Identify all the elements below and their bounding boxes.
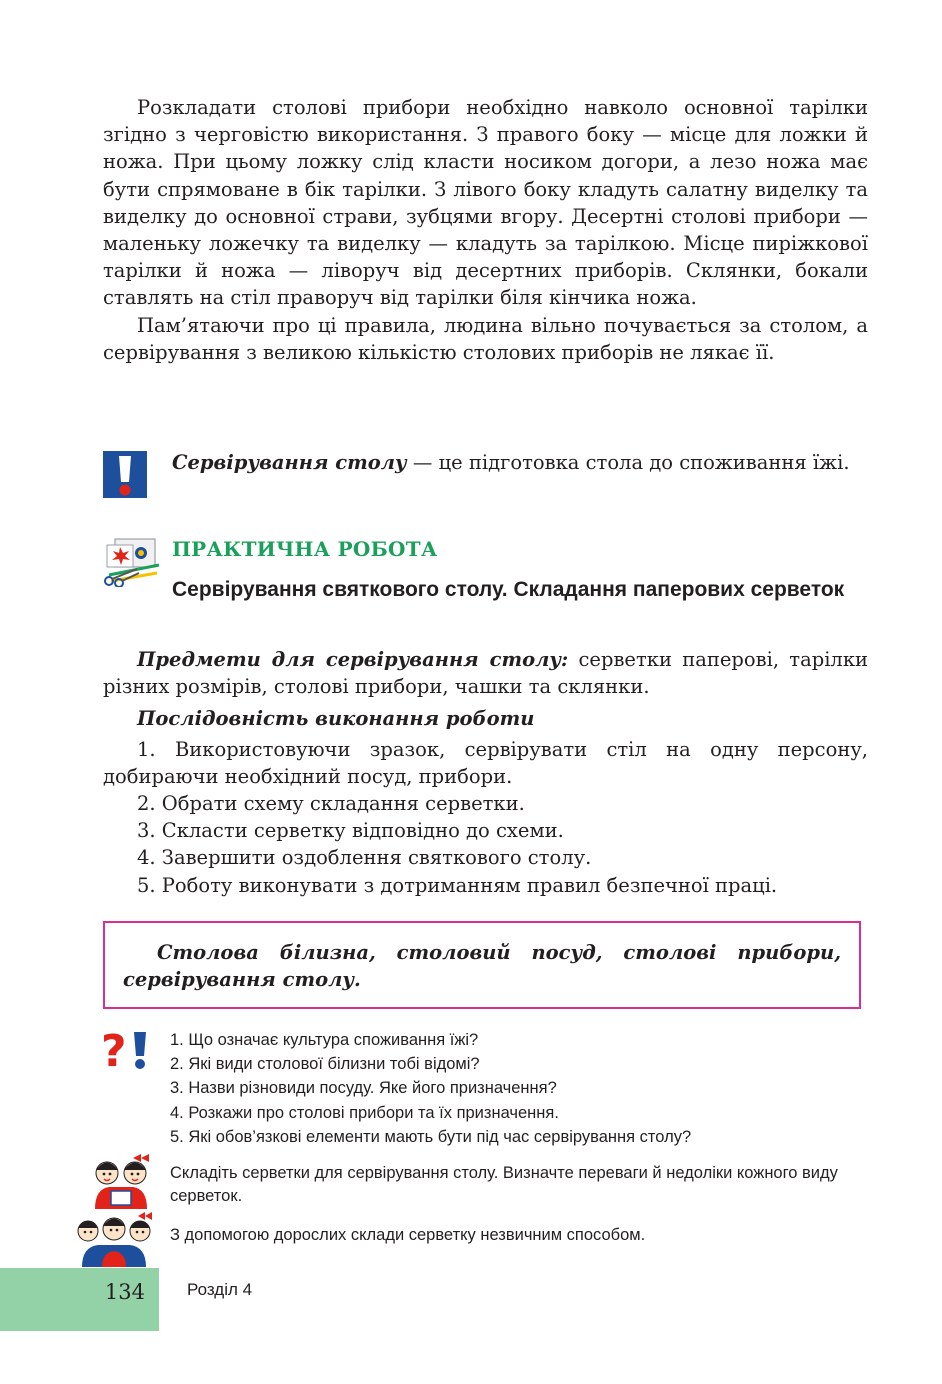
question-exclamation-icon — [101, 1028, 149, 1072]
question-3: 3. Назви різновиди посуду. Яке його призначення? — [170, 1079, 557, 1098]
question-2: 2. Які види столової білизни тобі відомі? — [170, 1055, 480, 1074]
definition-term: Сервірування столу — [172, 451, 407, 474]
key-terms: Столова білизна, столовий посуд, столові прибори, сервірування столу. — [123, 941, 841, 992]
page-number: 134 — [104, 1280, 145, 1304]
practical-work-subtitle: Сервірування святкового столу. Складання паперових серветок — [172, 578, 845, 601]
family-task: З допомогою дорослих склади серветку незвичним способом. — [170, 1226, 646, 1244]
practical-work-heading: ПРАКТИЧНА РОБОТА — [172, 537, 438, 561]
key-terms-box — [103, 921, 861, 1009]
definition-text: — це підготовка стола до споживання їжі. — [406, 451, 850, 474]
exclamation-icon — [103, 451, 147, 498]
question-1: 1. Що означає культура споживання їжі? — [170, 1031, 479, 1049]
craft-tools-icon — [101, 535, 163, 587]
question-4: 4. Розкажи про столові прибори та їх призначення. — [170, 1103, 559, 1122]
step-1: 1. Використовуючи зразок, сервірувати стіл на одну персону, добираючи необхідний посуд, прибори. — [103, 737, 868, 788]
step-5: 5. Роботу виконувати з дотриманням правил безпечної праці. — [137, 873, 778, 897]
step-4: 4. Завершити оздоблення святкового столу. — [137, 846, 592, 870]
kids-group-icon — [89, 1153, 153, 1209]
question-5: 5. Які обов’язкові елементи мають бути під час сервірування столу? — [170, 1127, 692, 1146]
intro-paragraph-2: Пам’ятаючи про ці правила, людина вільно почувається за столом, а сервірування з великою кількістю столових приборів не лякає її. — [103, 313, 868, 364]
items-label: Предмети для сервірування столу: — [137, 648, 569, 671]
questions-list — [170, 1028, 868, 1149]
intro-text — [103, 94, 868, 366]
step-3: 3. Скласти серветку відповідно до схеми. — [137, 819, 564, 843]
family-icon — [72, 1209, 156, 1267]
sequence-label: Послідовність виконання роботи — [137, 707, 535, 731]
definition — [172, 449, 868, 476]
svg-text:?: ? — [101, 1028, 127, 1072]
step-2: 2. Обрати схему складання серветки. — [137, 792, 525, 816]
section-label: Розділ 4 — [187, 1280, 253, 1299]
intro-paragraph-1: Розкладати столові прибори необхідно навколо основної тарілки згідно з черговістю використання. З правого боку — місце для ложки й ножа. При цьому ложку слід класти носиком догори, а лезо ножа має бути спрямоване в бік тарілки. З лівого боку кладуть салатну виделку та виделку до основної страви, зубцями вгору. Десертні столові прибори — маленьку ложечку та виделку — кладуть за тарілкою. Місце пиріжкової тарілки й ножа — ліворуч від десертних приборів. Склянки, бокали ставлять на стіл праворуч від тарілки біля кінчика ножа. — [103, 96, 868, 310]
group-task: Складіть серветки для сервірування столу. Визначте переваги й недоліки кожного виду серветок. — [170, 1164, 838, 1205]
sequence-label-line — [103, 705, 868, 732]
items-paragraph — [103, 646, 868, 700]
practical-work-body — [103, 646, 868, 899]
items-text: серветки паперові, тарілки різних розмірів, столові прибори, чашки та склянки. — [103, 648, 868, 699]
